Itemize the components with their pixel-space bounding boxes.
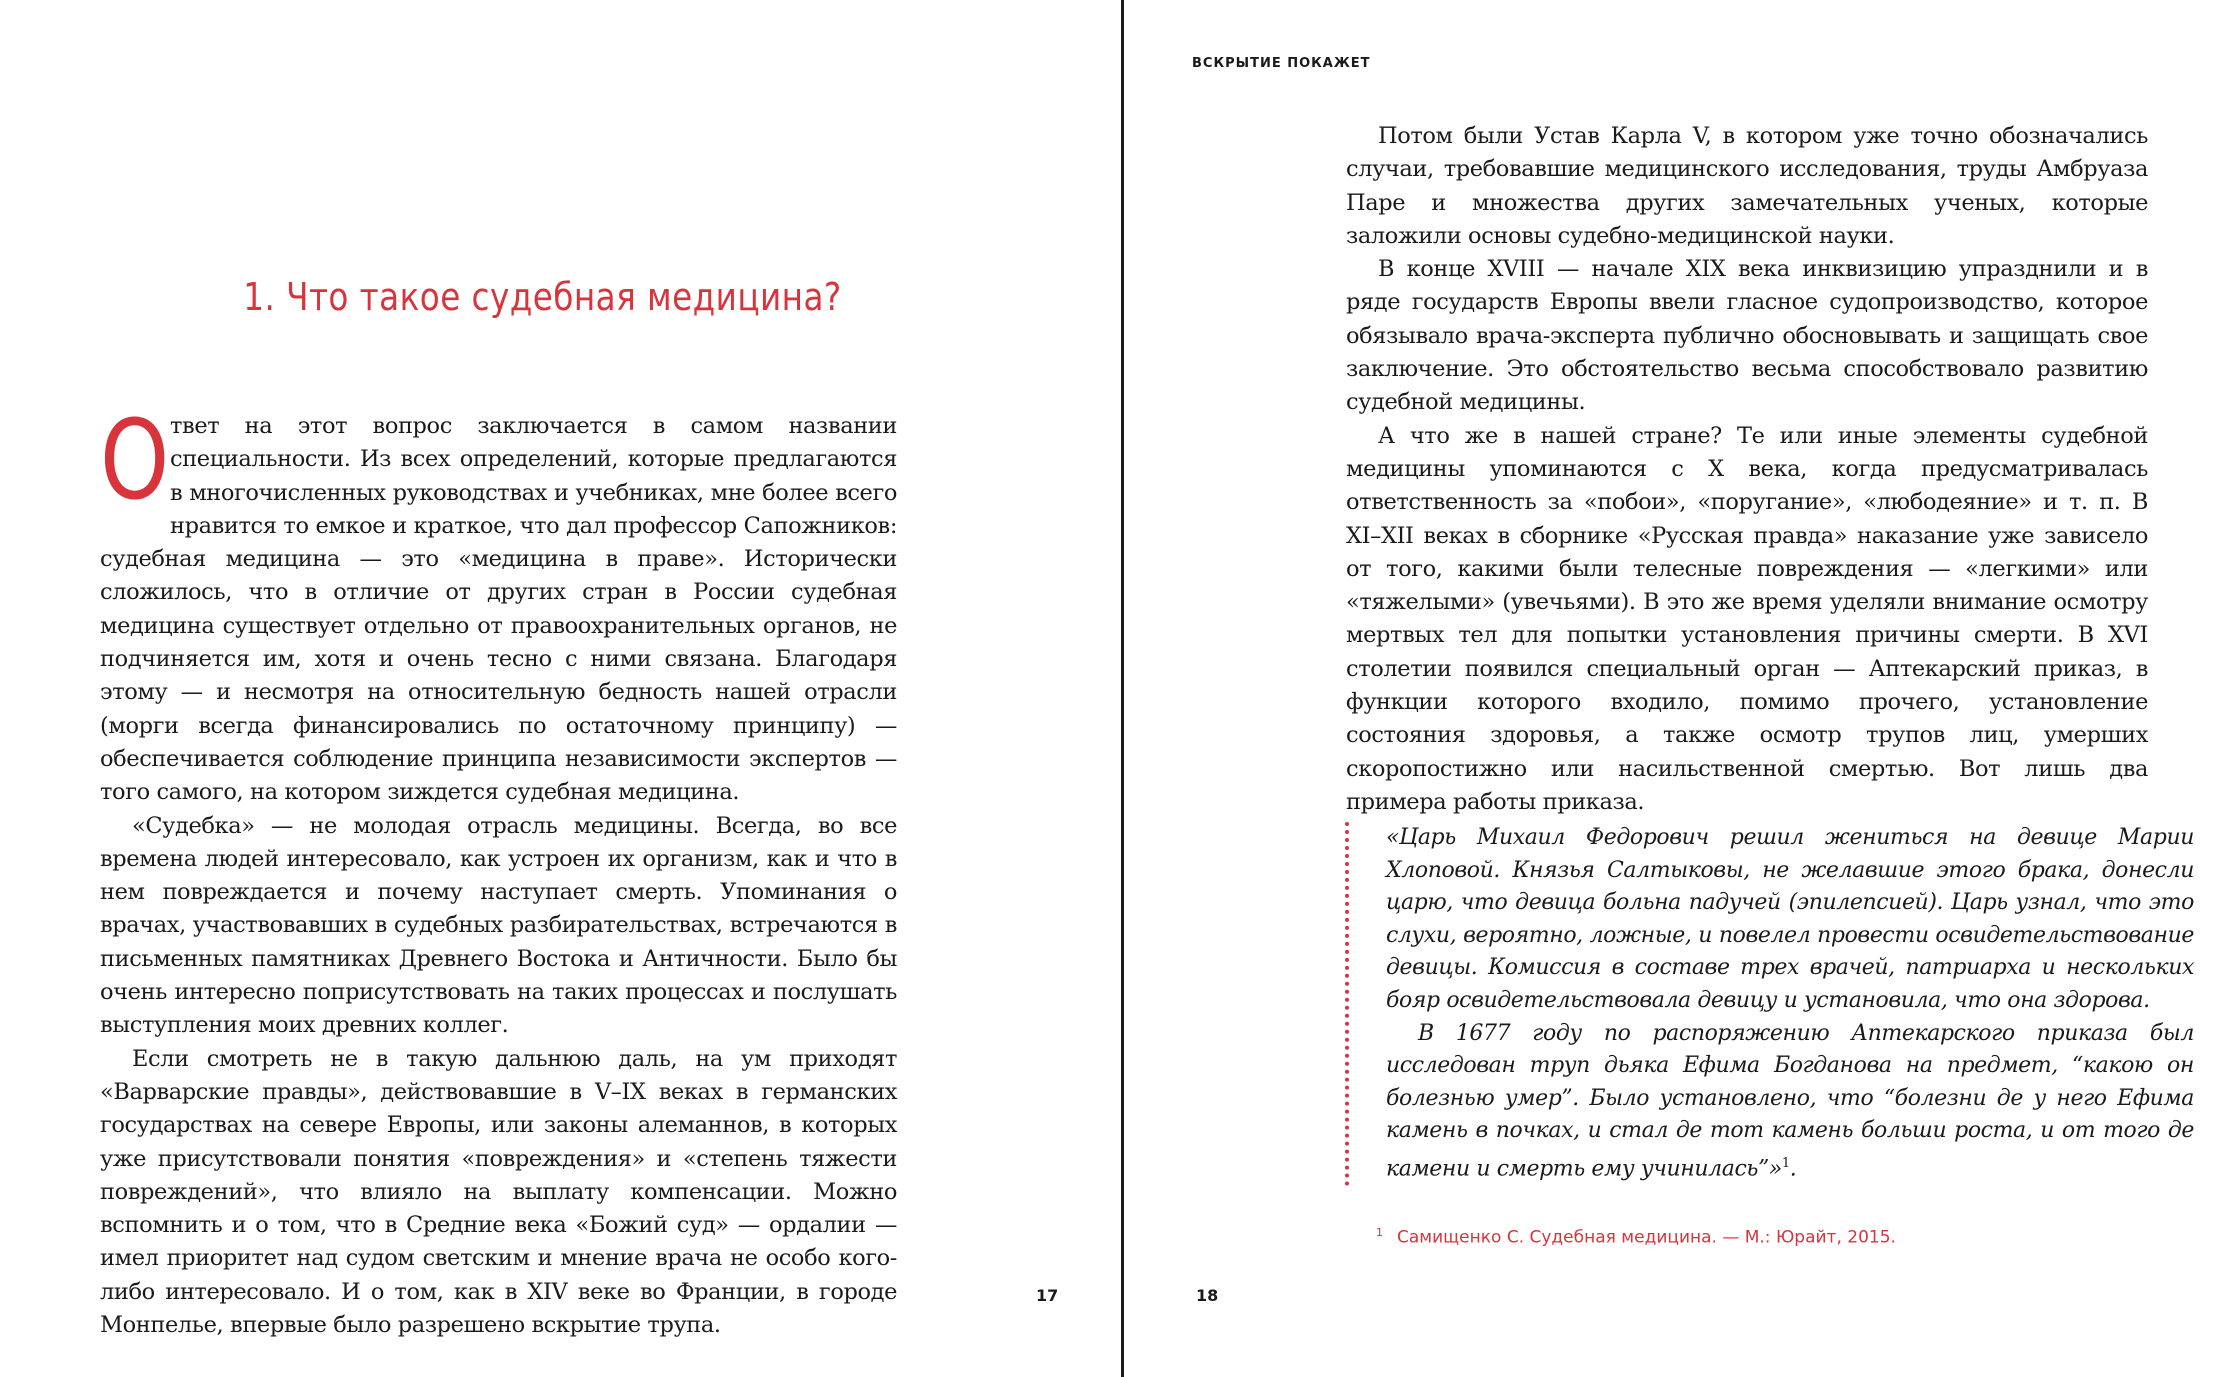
right-page <box>1126 0 2231 1377</box>
body-paragraph: А что же в нашей стране? Те или иные элементы судебной медицины упоминаются с X века, когда предусматривалась ответственность за «побои», «поругание», «любодеяние» и т. п. В XI–XII веках в сборнике «Русская правда» наказание уже зависело от того, какими были телесные повреждения — «легкими» или «тяжелыми» (увечьями). В это же время уделяли внимание осмотру мертвых тел для попытки установления причины смерти. В XVI столетии появился специальный орган — Аптекарский приказ, в функции которого входило, помимо прочего, установление состояния здоровья, а также осмотр трупов лиц, умерших скоропостижно или насильственной смертью. Вот лишь два примера работы приказа. <box>1346 422 2148 815</box>
body-paragraph: Если смотреть не в такую дальнюю даль, на ум приходят «Варварские правды», действовавшие в V–IX веках в германских государствах на севере Европы, или законы алеманнов, в которых уже присутствовали понятия «повреждения» и «степень тяжести повреждений», что влияло на выплату компенсации. Можно вспомнить и о том, что в Средние века «Божий суд» — ордалии — имел приоритет над судом светским и мнение врача не особо кого-либо интересовало. И о том, как в XIV веке во Франции, в городе Монпелье, впервые было разрешено вскрытие трупа. <box>100 1045 897 1339</box>
footnote <box>1376 1226 1896 1248</box>
body-paragraph: В конце XVIII — начале XIX века инквизицию упразднили и в ряде государств Европы ввели гласное судопроизводство, которое обязывало врача-эксперта публично обосновывать и защищать свое заключение. Это обстоятельство весьма способствовало развитию судебной медицины. <box>1346 256 2148 416</box>
drop-cap: О <box>100 396 169 524</box>
quote-paragraph: «Царь Михаил Федорович решил жениться на девице Марии Хлоповой. Князья Салтыковы, не желавшие этого брака, донесли царю, что девица больна падучей (эпилепсией). Царь узнал, что это слухи, вероятно, ложные, и повелел провести освидетельствование девицы. Комиссия в составе трех врачей, патриарха и нескольких бояр освидетельствовала девицу и установила, что она здорова. <box>1386 825 2194 1013</box>
chapter-title: 1. Что такое судебная медицина? <box>243 275 842 319</box>
left-page-body <box>100 396 897 1342</box>
right-page-body <box>1346 120 2148 819</box>
body-paragraph <box>100 396 897 810</box>
historical-quote <box>1345 822 2194 1186</box>
quote-text: В 1677 году по распоряжению Аптекарского приказа был исследован труп дьяка Ефима Богданова на предмет, “какою он болезнью умер”. Было установлено, что “болезни де у него Ефима камень в почках, и стал де тот камень больши роста, и от того де камени и смерть ему учинилась”» <box>1386 1020 2194 1182</box>
footnote-reference[interactable]: 1 <box>1781 1155 1790 1171</box>
running-head: ВСКРЫТИЕ ПОКАЖЕТ <box>1192 56 1371 71</box>
page-number-right: 18 <box>1196 1286 1219 1305</box>
paragraph-text: твет на этот вопрос заключается в самом названии специальности. Из всех определений, которые предлагаются в многочисленных руководствах и учебниках, мне более всего нравится то емкое и краткое, что дал профессор Сапожников: судебная медицина — это «медицина в праве». Исторически сложилось, что в отличие от других стран в России судебная медицина существует отдельно от правоохранительных органов, не подчиняется им, хотя и очень тесно с ними связана. Благодаря этому — и несмотря на относительную бедность нашей отрасли (морги всегда финансировались по остаточному принципу) — обеспечивается соблюдение принципа независимости экспертов — того самого, на котором зиждется судебная медицина. <box>100 413 897 806</box>
footnote-mark: 1 <box>1376 1226 1383 1239</box>
book-spine-divider <box>1121 0 1124 1377</box>
page-number-left: 17 <box>1036 1286 1059 1305</box>
footnote-text: Самищенко С. Судебная медицина. — М.: Юрайт, 2015. <box>1397 1227 1896 1248</box>
body-paragraph: Потом были Устав Карла V, в котором уже точно обозначались случаи, требовавшие медицинского исследования, труды Амбруаза Паре и множества других замечательных ученых, которые заложили основы судебно-медицинской науки. <box>1346 123 2148 249</box>
quote-paragraph: В 1677 году по распоряжению Аптекарского приказа был исследован труп дьяка Ефима Богданова на предмет, “какою он болезнью умер”. Было установлено, что “болезни де у него Ефима камень в почках, и стал де тот камень больши роста, и от того де камени и смерть ему учинилась”»$^1$. <box>1386 1020 2194 1182</box>
body-paragraph: «Судебка» — не молодая отрасль медицины. Всегда, во все времена людей интересовало, как устроен их организм, как и что в нем повреждается и почему наступает смерть. Упоминания о врачах, участвовавших в судебных разбирательствах, встречаются в письменных памятниках Древнего Востока и Античности. Было бы очень интересно поприсутствовать на таких процессах и послушать выступления моих древних коллег. <box>100 812 897 1039</box>
